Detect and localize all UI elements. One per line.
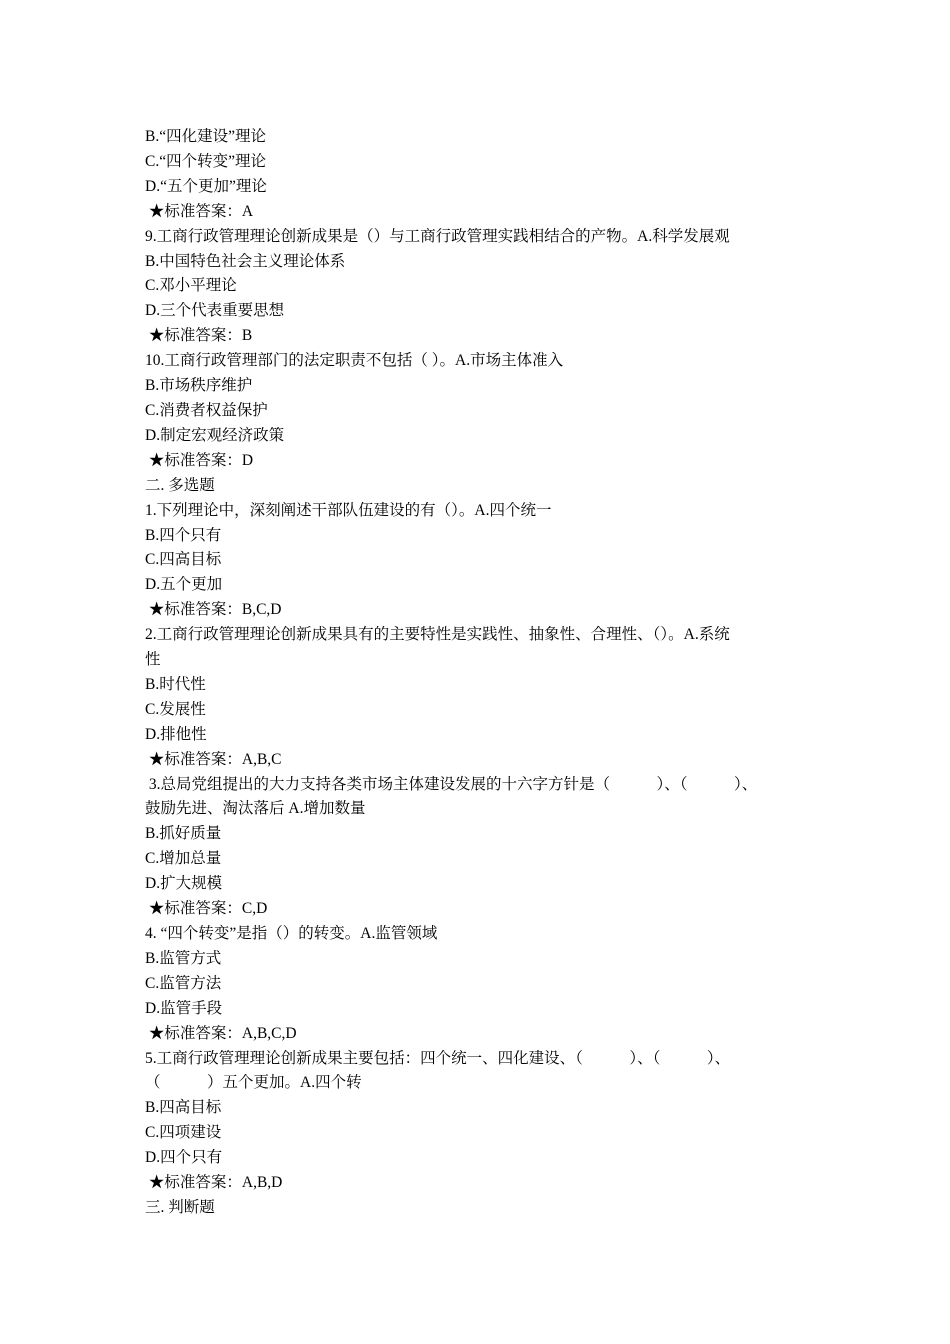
answer-line: ★标准答案：D xyxy=(145,451,254,469)
text-line: C.“四个转变”理论 xyxy=(145,152,266,170)
answer-line: ★标准答案：C,D xyxy=(145,900,268,918)
text-line: C.邓小平理论 xyxy=(145,277,237,295)
question-line: 10.工商行政管理部门的法定职责不包括（ ）。A.市场主体准入 xyxy=(145,352,564,370)
question-line: 5.工商行政管理理论创新成果主要包括：四个统一、四化建设、（ ）、（ ）、 xyxy=(145,1049,731,1067)
text-line: C.四高目标 xyxy=(145,551,222,569)
question-line: 1.下列理论中，深刻阐述干部队伍建设的有（）。A.四个统一 xyxy=(145,501,552,519)
text-line: B.抓好质量 xyxy=(145,825,222,843)
text-line: 性 xyxy=(145,651,161,669)
section-heading: 三. 判断题 xyxy=(145,1198,215,1216)
text-line: C.消费者权益保护 xyxy=(145,401,268,419)
text-line: D.四个只有 xyxy=(145,1149,223,1167)
text-line: B.“四化建设”理论 xyxy=(145,128,266,145)
text-line: B.监管方式 xyxy=(145,949,222,967)
text-line: C.发展性 xyxy=(145,700,206,718)
answer-line: ★标准答案：A xyxy=(145,202,254,220)
section-heading: 二. 多选题 xyxy=(145,476,215,494)
text-line: D.制定宏观经济政策 xyxy=(145,426,285,444)
text-line: B.中国特色社会主义理论体系 xyxy=(145,252,346,270)
question-line: 9.工商行政管理理论创新成果是（）与工商行政管理实践相结合的产物。A.科学发展观 xyxy=(145,227,730,245)
answer-line: ★标准答案：A,B,C xyxy=(145,750,282,768)
text-line: D.排他性 xyxy=(145,725,207,743)
text-line: B.四个只有 xyxy=(145,526,222,544)
document-page xyxy=(145,125,825,1221)
text-line: D.“五个更加”理论 xyxy=(145,177,267,195)
answer-line: ★标准答案：B xyxy=(145,327,253,345)
text-line: C.监管方法 xyxy=(145,974,222,992)
question-line: 2.工商行政管理理论创新成果具有的主要特性是实践性、抽象性、合理性、（）。A.系统 xyxy=(145,626,730,644)
question-line: 4. “四个转变”是指（）的转变。A.监管领域 xyxy=(145,925,438,942)
text-line: B.时代性 xyxy=(145,675,206,693)
text-line: （ ）五个更加。A.四个转 xyxy=(145,1074,362,1092)
answer-line: ★标准答案：A,B,C,D xyxy=(145,1024,297,1042)
answer-line: ★标准答案：B,C,D xyxy=(145,601,282,619)
text-line: C.增加总量 xyxy=(145,850,222,868)
question-line: 3.总局党组提出的大力支持各类市场主体建设发展的十六字方针是（ ）、（ ）、 xyxy=(145,775,758,793)
answer-line: ★标准答案：A,B,D xyxy=(145,1174,283,1192)
text-line: B.市场秩序维护 xyxy=(145,377,253,395)
text-line: 鼓励先进、淘汰落后 A.增加数量 xyxy=(145,800,366,818)
text-line: C.四项建设 xyxy=(145,1124,222,1142)
text-line: D.监管手段 xyxy=(145,999,223,1017)
text-line: D.五个更加 xyxy=(145,576,223,594)
text-line: D.扩大规模 xyxy=(145,875,223,893)
text-line: B.四高目标 xyxy=(145,1099,222,1117)
text-line: D.三个代表重要思想 xyxy=(145,302,285,320)
